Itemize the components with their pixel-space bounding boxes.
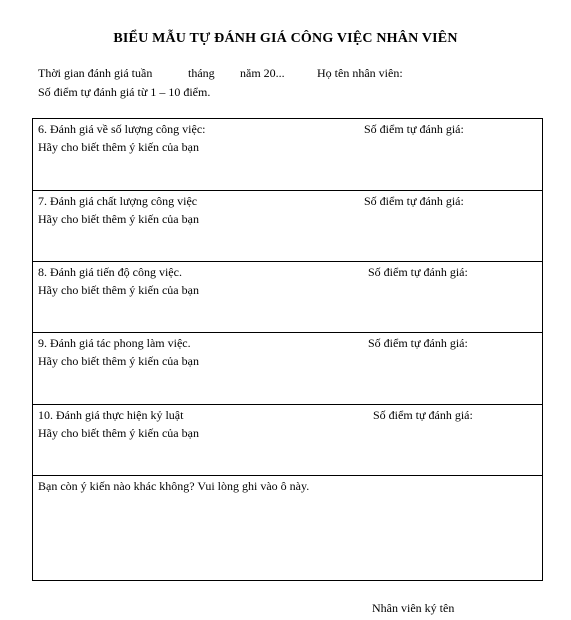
section-work-quality <box>33 191 542 262</box>
section-work-progress <box>33 262 542 333</box>
employee-name-label: Họ tên nhân viên: <box>317 66 403 80</box>
period-label: Thời gian đánh giá tuần <box>38 66 153 80</box>
comment-prompt: Hãy cho biết thêm ý kiến của bạn <box>38 140 199 154</box>
scale-note: Số điểm tự đánh giá từ 1 – 10 điểm. <box>38 85 211 99</box>
section-heading: 7. Đánh giá chất lượng công việc <box>38 194 198 208</box>
score-label: Số điểm tự đánh giá: <box>368 336 468 350</box>
section-heading: 9. Đánh giá tác phong làm việc. <box>38 336 191 350</box>
comment-area[interactable] <box>38 443 537 471</box>
year-label: năm 20... <box>240 66 285 80</box>
comment-area[interactable] <box>38 371 537 400</box>
form-title: BIỂU MẪU TỰ ĐÁNH GIÁ CÔNG VIỆC NHÂN VIÊN <box>113 31 458 46</box>
comment-area[interactable] <box>38 157 537 186</box>
comment-area[interactable] <box>38 300 537 328</box>
section-heading: 10. Đánh giá thực hiện kỷ luật <box>38 408 184 422</box>
comment-area[interactable] <box>38 229 537 257</box>
score-label: Số điểm tự đánh giá: <box>368 265 468 279</box>
month-label: tháng <box>188 66 215 80</box>
comment-prompt: Hãy cho biết thêm ý kiến của bạn <box>38 283 199 297</box>
comment-prompt: Hãy cho biết thêm ý kiến của bạn <box>38 212 199 226</box>
comment-prompt: Hãy cho biết thêm ý kiến của bạn <box>38 354 199 368</box>
score-label: Số điểm tự đánh giá: <box>364 122 464 136</box>
section-discipline <box>33 405 542 476</box>
section-heading: 6. Đánh giá về số lượng công việc: <box>38 122 206 136</box>
section-work-style <box>33 333 542 405</box>
score-label: Số điểm tự đánh giá: <box>364 194 464 208</box>
score-label: Số điểm tự đánh giá: <box>373 408 473 422</box>
section-heading: 8. Đánh giá tiến độ công việc. <box>38 265 182 279</box>
evaluation-form-table <box>32 118 543 581</box>
other-comments-prompt: Bạn còn ý kiến nào khác không? Vui lòng ghi vào ô này. <box>38 479 310 493</box>
section-other-comments <box>33 476 542 580</box>
employee-signature-label: Nhân viên ký tên <box>372 601 455 615</box>
section-work-quantity <box>33 119 542 191</box>
comment-prompt: Hãy cho biết thêm ý kiến của bạn <box>38 426 199 440</box>
other-comments-area[interactable] <box>38 498 537 576</box>
